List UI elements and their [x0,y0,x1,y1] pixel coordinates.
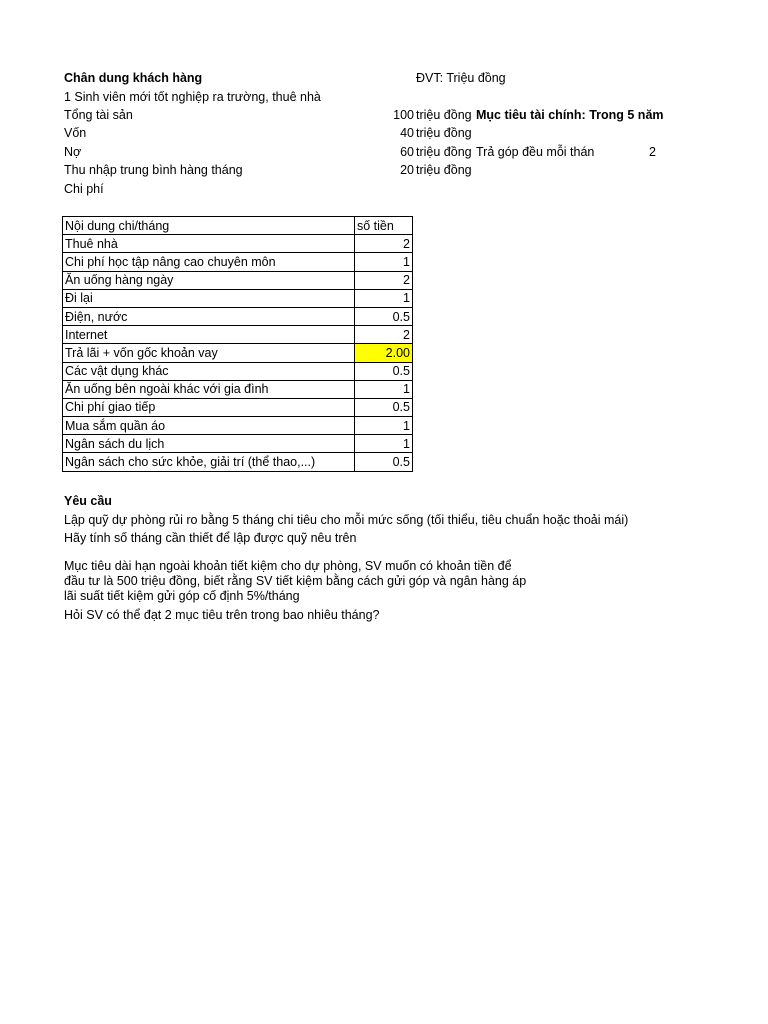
requirement-line: Hãy tính số tháng cần thiết để lập được quỹ nêu trên [64,531,357,545]
expense-item-cell[interactable]: Trả lãi + vốn gốc khoản vay [63,344,355,362]
expense-amount-cell[interactable]: 1 [355,289,413,307]
table-row [63,453,413,471]
expense-amount-cell[interactable]: 1 [355,380,413,398]
expense-table [62,216,413,472]
table-row [63,235,413,253]
expense-amount-cell[interactable]: 0.5 [355,398,413,416]
expense-amount-cell[interactable]: 1 [355,435,413,453]
table-row [63,344,413,362]
expense-item-cell[interactable]: Ăn uống hàng ngày [63,271,355,289]
profile-label-assets: Tổng tài sản [64,108,133,122]
expense-amount-cell[interactable]: 0.5 [355,307,413,325]
installment-value: 2 [649,145,656,159]
section-title: Chân dung khách hàng [64,71,203,85]
expense-amount-cell[interactable]: 2 [355,271,413,289]
table-row [63,307,413,325]
installment-label: Trả góp đều mỗi thán [476,145,595,159]
profile-value-assets: 100 [393,108,414,122]
expense-item-cell[interactable]: Điện, nước [63,307,355,325]
table-header-row [63,217,413,235]
expense-item-cell[interactable]: Ngân sách du lịch [63,435,355,453]
requirement-line: Hỏi SV có thể đạt 2 mục tiêu trên trong bao nhiêu tháng? [64,608,380,622]
expense-amount-cell-highlighted[interactable]: 2.00 [355,344,413,362]
expense-item-cell[interactable]: Internet [63,326,355,344]
table-row [63,271,413,289]
profile-unit-income: triệu đồng [416,163,472,177]
profile-unit-equity: triệu đồng [416,126,472,140]
unit-label: ĐVT: Triệu đồng [416,71,506,85]
requirement-line: Mục tiêu dài hạn ngoài khoản tiết kiệm cho dự phòng, SV muốn có khoản tiền để [64,559,512,573]
expense-item-cell[interactable]: Ngân sách cho sức khỏe, giải trí (thể thao,...) [63,453,355,471]
expense-amount-cell[interactable]: 2 [355,326,413,344]
expense-item-cell[interactable]: Ăn uống bên ngoài khác với gia đình [63,380,355,398]
table-row [63,362,413,380]
expense-amount-cell[interactable]: 1 [355,253,413,271]
expense-item-cell[interactable]: Mua sắm quần áo [63,417,355,435]
profile-label-debt: Nợ [64,145,82,159]
profile-unit-assets: triệu đồng [416,108,472,122]
requirement-line: đầu tư là 500 triệu đồng, biết rằng SV tiết kiệm bằng cách gửi góp và ngân hàng áp [64,574,527,588]
expense-item-cell[interactable]: Chi phí giao tiếp [63,398,355,416]
profile-unit-debt: triệu đồng [416,145,472,159]
profile-label-costs: Chi phí [64,182,104,196]
expense-amount-cell[interactable]: 0.5 [355,453,413,471]
table-row [63,398,413,416]
expense-amount-cell[interactable]: 1 [355,417,413,435]
profile-value-debt: 60 [400,145,414,159]
expense-item-cell[interactable]: Đi lại [63,289,355,307]
requirement-line: lãi suất tiết kiệm gửi góp cố định 5%/tháng [64,589,300,603]
expense-amount-cell[interactable]: 0.5 [355,362,413,380]
expense-item-cell[interactable]: Thuê nhà [63,235,355,253]
table-row [63,417,413,435]
table-row [63,326,413,344]
table-row [63,380,413,398]
table-header-cell[interactable]: Nội dung chi/tháng [63,217,355,235]
expense-amount-cell[interactable]: 2 [355,235,413,253]
profile-value-equity: 40 [400,126,414,140]
profile-label-equity: Vốn [64,126,87,140]
requirements-title: Yêu cầu [64,494,112,508]
expense-item-cell[interactable]: Các vật dụng khác [63,362,355,380]
table-header-cell[interactable]: số tiền [355,217,413,235]
financial-goal-label: Mục tiêu tài chính: Trong 5 năm [476,108,664,122]
table-row [63,435,413,453]
profile-line: 1 Sinh viên mới tốt nghiệp ra trường, thuê nhà [64,90,321,104]
profile-label-income: Thu nhập trung bình hàng tháng [64,163,243,177]
expense-item-cell[interactable]: Chi phí học tập nâng cao chuyên môn [63,253,355,271]
table-row [63,253,413,271]
table-row [63,289,413,307]
requirement-line: Lập quỹ dự phòng rủi ro bằng 5 tháng chi tiêu cho mỗi mức sống (tối thiểu, tiêu chuẩn hoặc thoải mái) [64,513,629,527]
profile-value-income: 20 [400,163,414,177]
